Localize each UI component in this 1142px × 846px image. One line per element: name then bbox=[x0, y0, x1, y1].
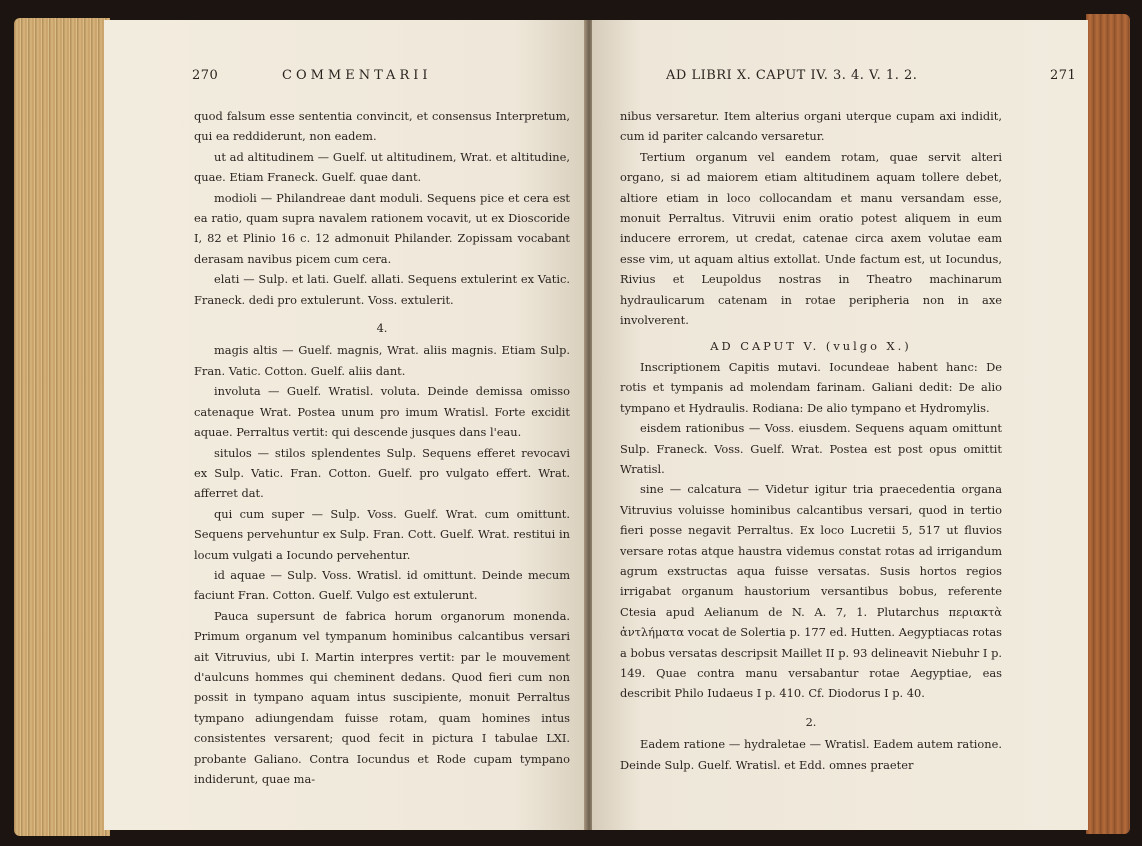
section-number: 4. bbox=[376, 321, 388, 336]
section-heading: AD CAPUT V. (vulgo X.) bbox=[710, 339, 912, 354]
paragraph: Inscriptionem Capitis mutavi. Iocundeae habent hanc: De rotis et tympanis ad molendam farinam. Galiani dedit: De alio tympano et Hydraulis. Rodiana: De alio tympano et Hydromylis. bbox=[620, 359, 1002, 415]
paragraph: ut ad altitudinem — Guelf. ut altitudinem, Wrat. et altitudine, quae. Etiam Franeck. Guelf. quae dant. bbox=[194, 149, 570, 185]
paragraph: Tertium organum vel eandem rotam, quae servit alteri organo, si ad maiorem etiam altitudinem aquam tollere debet, altiore etiam in loco collocandam et manu versandam esse, monuit Perraltus. Vitruvii enim oratio potest aliquem in eum inducere errorem, ut credat, catenae circa axem volutae eam esse vim, ut aquam altius extollat. Unde factum est, ut Iocundus, Rivius et Leupoldus nostras in Theatro machinarum hydraulicarum catenam in rotae peripheria non in axe involverent. bbox=[620, 149, 1002, 328]
left-page-body bbox=[194, 106, 570, 789]
paragraph: magis altis — Guelf. magnis, Wrat. aliis magnis. Etiam Sulp. Fran. Vatic. Cotton. Guelf. aliis dant. bbox=[194, 343, 570, 378]
right-cover-edge bbox=[1086, 14, 1130, 834]
right-running-title: AD LIBRI X. CAPUT IV. 3. 4. V. 1. 2. bbox=[666, 68, 918, 83]
paragraph: qui cum super — Sulp. Voss. Guelf. Wrat. cum omittunt. Sequens pervehuntur ex Sulp. Fran. Cott. Guelf. Wrat. restitui in locum vulgati a Iocundo pervehentur. bbox=[194, 506, 570, 562]
paragraph: nibus versaretur. Item alterius organi uterque cupam axi indidit, cum id pariter calcando versaretur. bbox=[620, 109, 1002, 144]
paragraph: Pauca supersunt de fabrica horum organorum monenda. Primum organum vel tympanum hominibus calcantibus versari ait Vitruvius, ubi I. Martin interpres vertit: par le mouvement d'aulcuns hommes qui cheminent dedans. Quod fieri cum non possit in tympano aquam intus suscipiente, monuit Perraltus tympano adiungendam fuisse rotam, quam homines intus consistentes versarent; quod fecit in pictura I tabulae LXI. probante Galiano. Contra Iocundus et Rode cupam tympano indiderunt, quae ma- bbox=[194, 608, 570, 786]
left-running-title: COMMENTARII bbox=[282, 68, 432, 83]
right-page-number: 271 bbox=[1050, 68, 1077, 83]
left-page-edges bbox=[14, 18, 110, 836]
left-page bbox=[104, 20, 586, 830]
paragraph: situlos — stilos splendentes Sulp. Sequens efferet revocavi ex Sulp. Vatic. Fran. Cotton. Guelf. pro vulgato effert. Wrat. afferret dat. bbox=[194, 445, 570, 501]
paragraph: modioli — Philandreae dant moduli. Sequens pice et cera est ea ratio, quam supra navalem rationem vocavit, ut ex Dioscoride I, 82 et Plinio 16 c. 12 admonuit Philander. Zopissam vocabant derasam navibus picem cum cera. bbox=[194, 190, 570, 266]
paragraph: quod falsum esse sententia convincit, et consensus Interpretum, qui ea reddiderunt, non eadem. bbox=[194, 109, 570, 144]
right-page-body bbox=[620, 106, 1002, 775]
paragraph: eisdem rationibus — Voss. eiusdem. Sequens aquam omittunt Sulp. Franeck. Voss. Guelf. Wrat. Postea est post opus omittit Wratisl. bbox=[620, 421, 1002, 476]
section-number: 2. bbox=[805, 714, 817, 729]
paragraph: sine — calcatura — Videtur igitur tria praecedentia organa Vitruvius voluisse hominibus calcantibus versari, quod in tertio fieri posse negavit Perraltus. Ex loco Lucretii 5, 517 ut fluvios versare rotas atque haustra videmus constat rotas ad irrigandum agrum exstructas aqua fuisse versatas. Susis hortos regios irrigabat organum haustorium versantibus bobus, referente Ctesia apud Aelianum de N. A. 7, 1. Plutarchus περιακτὰ ἀντλήματα vocat de Solertia p. 177 ed. Hutten. Aegyptiacas rotas a bobus versatas descripsit Maillet II p. 93 delineavit Niebuhr I p. 149. Quae contra manu versabantur rotae Aegyptiae, eas describit Philo Iudaeus I p. 410. Cf. Diodorus I p. 40. bbox=[620, 482, 1002, 701]
paragraph: elati — Sulp. et lati. Guelf. allati. Sequens extulerint ex Vatic. Franeck. dedi pro extulerunt. Voss. extulerit. bbox=[194, 272, 570, 307]
left-page-number: 270 bbox=[192, 68, 219, 83]
paragraph: involuta — Guelf. Wratisl. voluta. Deinde demissa omisso catenaque Wrat. Postea unum pro imum Wratisl. Forte excidit aquae. Perraltus vertit: qui descende jusques dans l'eau. bbox=[194, 384, 570, 440]
paragraph: Eadem ratione — hydraletae — Wratisl. Eadem autem ratione. Deinde Sulp. Guelf. Wratisl. et Edd. omnes praeter bbox=[620, 737, 1002, 772]
right-page bbox=[592, 20, 1088, 830]
paragraph: id aquae — Sulp. Voss. Wratisl. id omittunt. Deinde mecum faciunt Fran. Cotton. Guelf. Vulgo est extulerunt. bbox=[194, 567, 570, 603]
